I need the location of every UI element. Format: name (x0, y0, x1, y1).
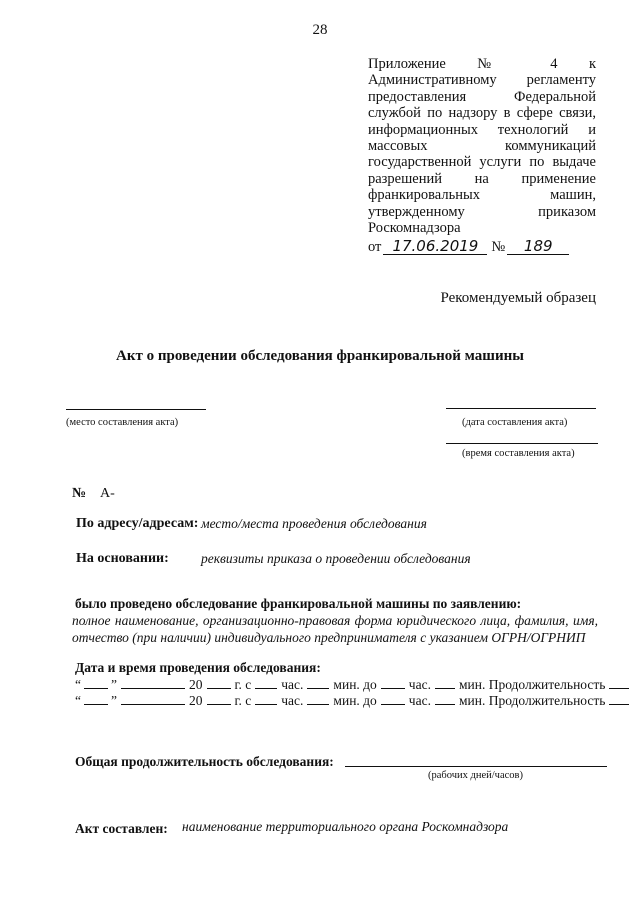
recommended-sample: Рекомендуемый образец (440, 290, 596, 306)
quote-open: “ (75, 693, 81, 708)
time-line (446, 443, 598, 444)
year-blank (207, 676, 231, 689)
month-blank (121, 676, 185, 689)
basis-value: реквизиты приказа о проведении обследования (201, 551, 471, 566)
act-number-value: А- (100, 486, 115, 501)
year-label: 20 (189, 693, 203, 708)
quote-close: ” (111, 693, 117, 708)
hours-label: час. (281, 677, 304, 692)
document-title: Акт о проведении обследования франкировальной машины (116, 348, 524, 364)
act-number-sign: № (72, 486, 87, 501)
basis-label: На основании: (76, 551, 169, 566)
hours-label-2: час. (408, 693, 431, 708)
datetime-row-1 (75, 676, 629, 693)
appendix-line: Роскомнадзора (368, 220, 461, 237)
compiled-value: наименование территориального органа Роскомнадзора (182, 819, 509, 834)
quote-open: “ (75, 677, 81, 692)
from-label: от (368, 239, 382, 256)
appendix-line: государственной услуги по выдаче (368, 154, 596, 171)
date-caption: (дата составления акта) (462, 417, 568, 428)
datetime-row-2 (75, 692, 629, 709)
appendix-line: службой по надзору в сфере связи, (368, 105, 596, 122)
place-caption: (место составления акта) (66, 417, 179, 428)
duration-label: мин. Продолжительность (458, 693, 606, 708)
appendix-line: разрешений на применение (368, 170, 596, 187)
statement-heading: было проведено обследование франкировальной машины по заявлению: (75, 596, 522, 611)
duration-blank (609, 676, 629, 689)
year-blank (207, 692, 231, 705)
address-label: По адресу/адресам: (76, 516, 199, 531)
hours-label: час. (281, 693, 304, 708)
from-label: г. с (234, 677, 252, 692)
appendix-line: информационных технологий и (368, 121, 596, 138)
date-line (446, 408, 596, 409)
appendix-line: франкировальных машин, (368, 187, 596, 204)
statement-line-1: полное наименование, организационно-правовая форма юридического лица, фамилия, имя, (72, 613, 598, 628)
day-blank (84, 692, 108, 705)
appendix-line: предоставления Федеральной (368, 88, 596, 105)
appendix-line: массовых коммуникаций (368, 138, 596, 155)
total-caption: (рабочих дней/часов) (428, 770, 523, 781)
hours-label-2: час. (408, 677, 431, 692)
page-number: 28 (312, 22, 328, 38)
min-from-blank (307, 676, 329, 689)
from-label: г. с (234, 693, 252, 708)
min-to-blank (435, 692, 455, 705)
appendix-line: Приложение № 4 к (368, 56, 596, 72)
hour-to-blank (381, 692, 405, 705)
min-to-label: мин. до (333, 693, 377, 708)
handwritten-date: 17.06.2019 (383, 238, 487, 255)
order-signature-line (368, 238, 596, 255)
appendix-block (368, 56, 596, 255)
month-blank (121, 692, 185, 705)
hour-to-blank (381, 676, 405, 689)
handwritten-number: 189 (507, 238, 569, 255)
appendix-line: Административному регламенту (368, 72, 596, 89)
hour-from-blank (255, 676, 277, 689)
time-caption: (время составления акта) (462, 448, 575, 459)
min-to-label: мин. до (333, 677, 377, 692)
total-label: Общая продолжительность обследования: (75, 754, 334, 769)
compiled-label: Акт составлен: (75, 821, 168, 836)
datetime-heading: Дата и время проведения обследования: (75, 660, 321, 675)
appendix-line: утвержденному приказом (368, 203, 596, 220)
quote-close: ” (111, 677, 117, 692)
min-from-blank (307, 692, 329, 705)
total-line (345, 766, 607, 767)
hour-from-blank (255, 692, 277, 705)
address-value: место/места проведения обследования (201, 516, 427, 531)
duration-blank (609, 692, 629, 705)
year-label: 20 (189, 677, 203, 692)
min-to-blank (435, 676, 455, 689)
day-blank (84, 676, 108, 689)
duration-label: мин. Продолжительность (458, 677, 606, 692)
number-label: № (491, 239, 506, 256)
statement-line-2: отчество (при наличии) индивидуального предпринимателя с указанием ОГРН/ОГРНИП (72, 630, 586, 645)
place-line (66, 409, 206, 410)
